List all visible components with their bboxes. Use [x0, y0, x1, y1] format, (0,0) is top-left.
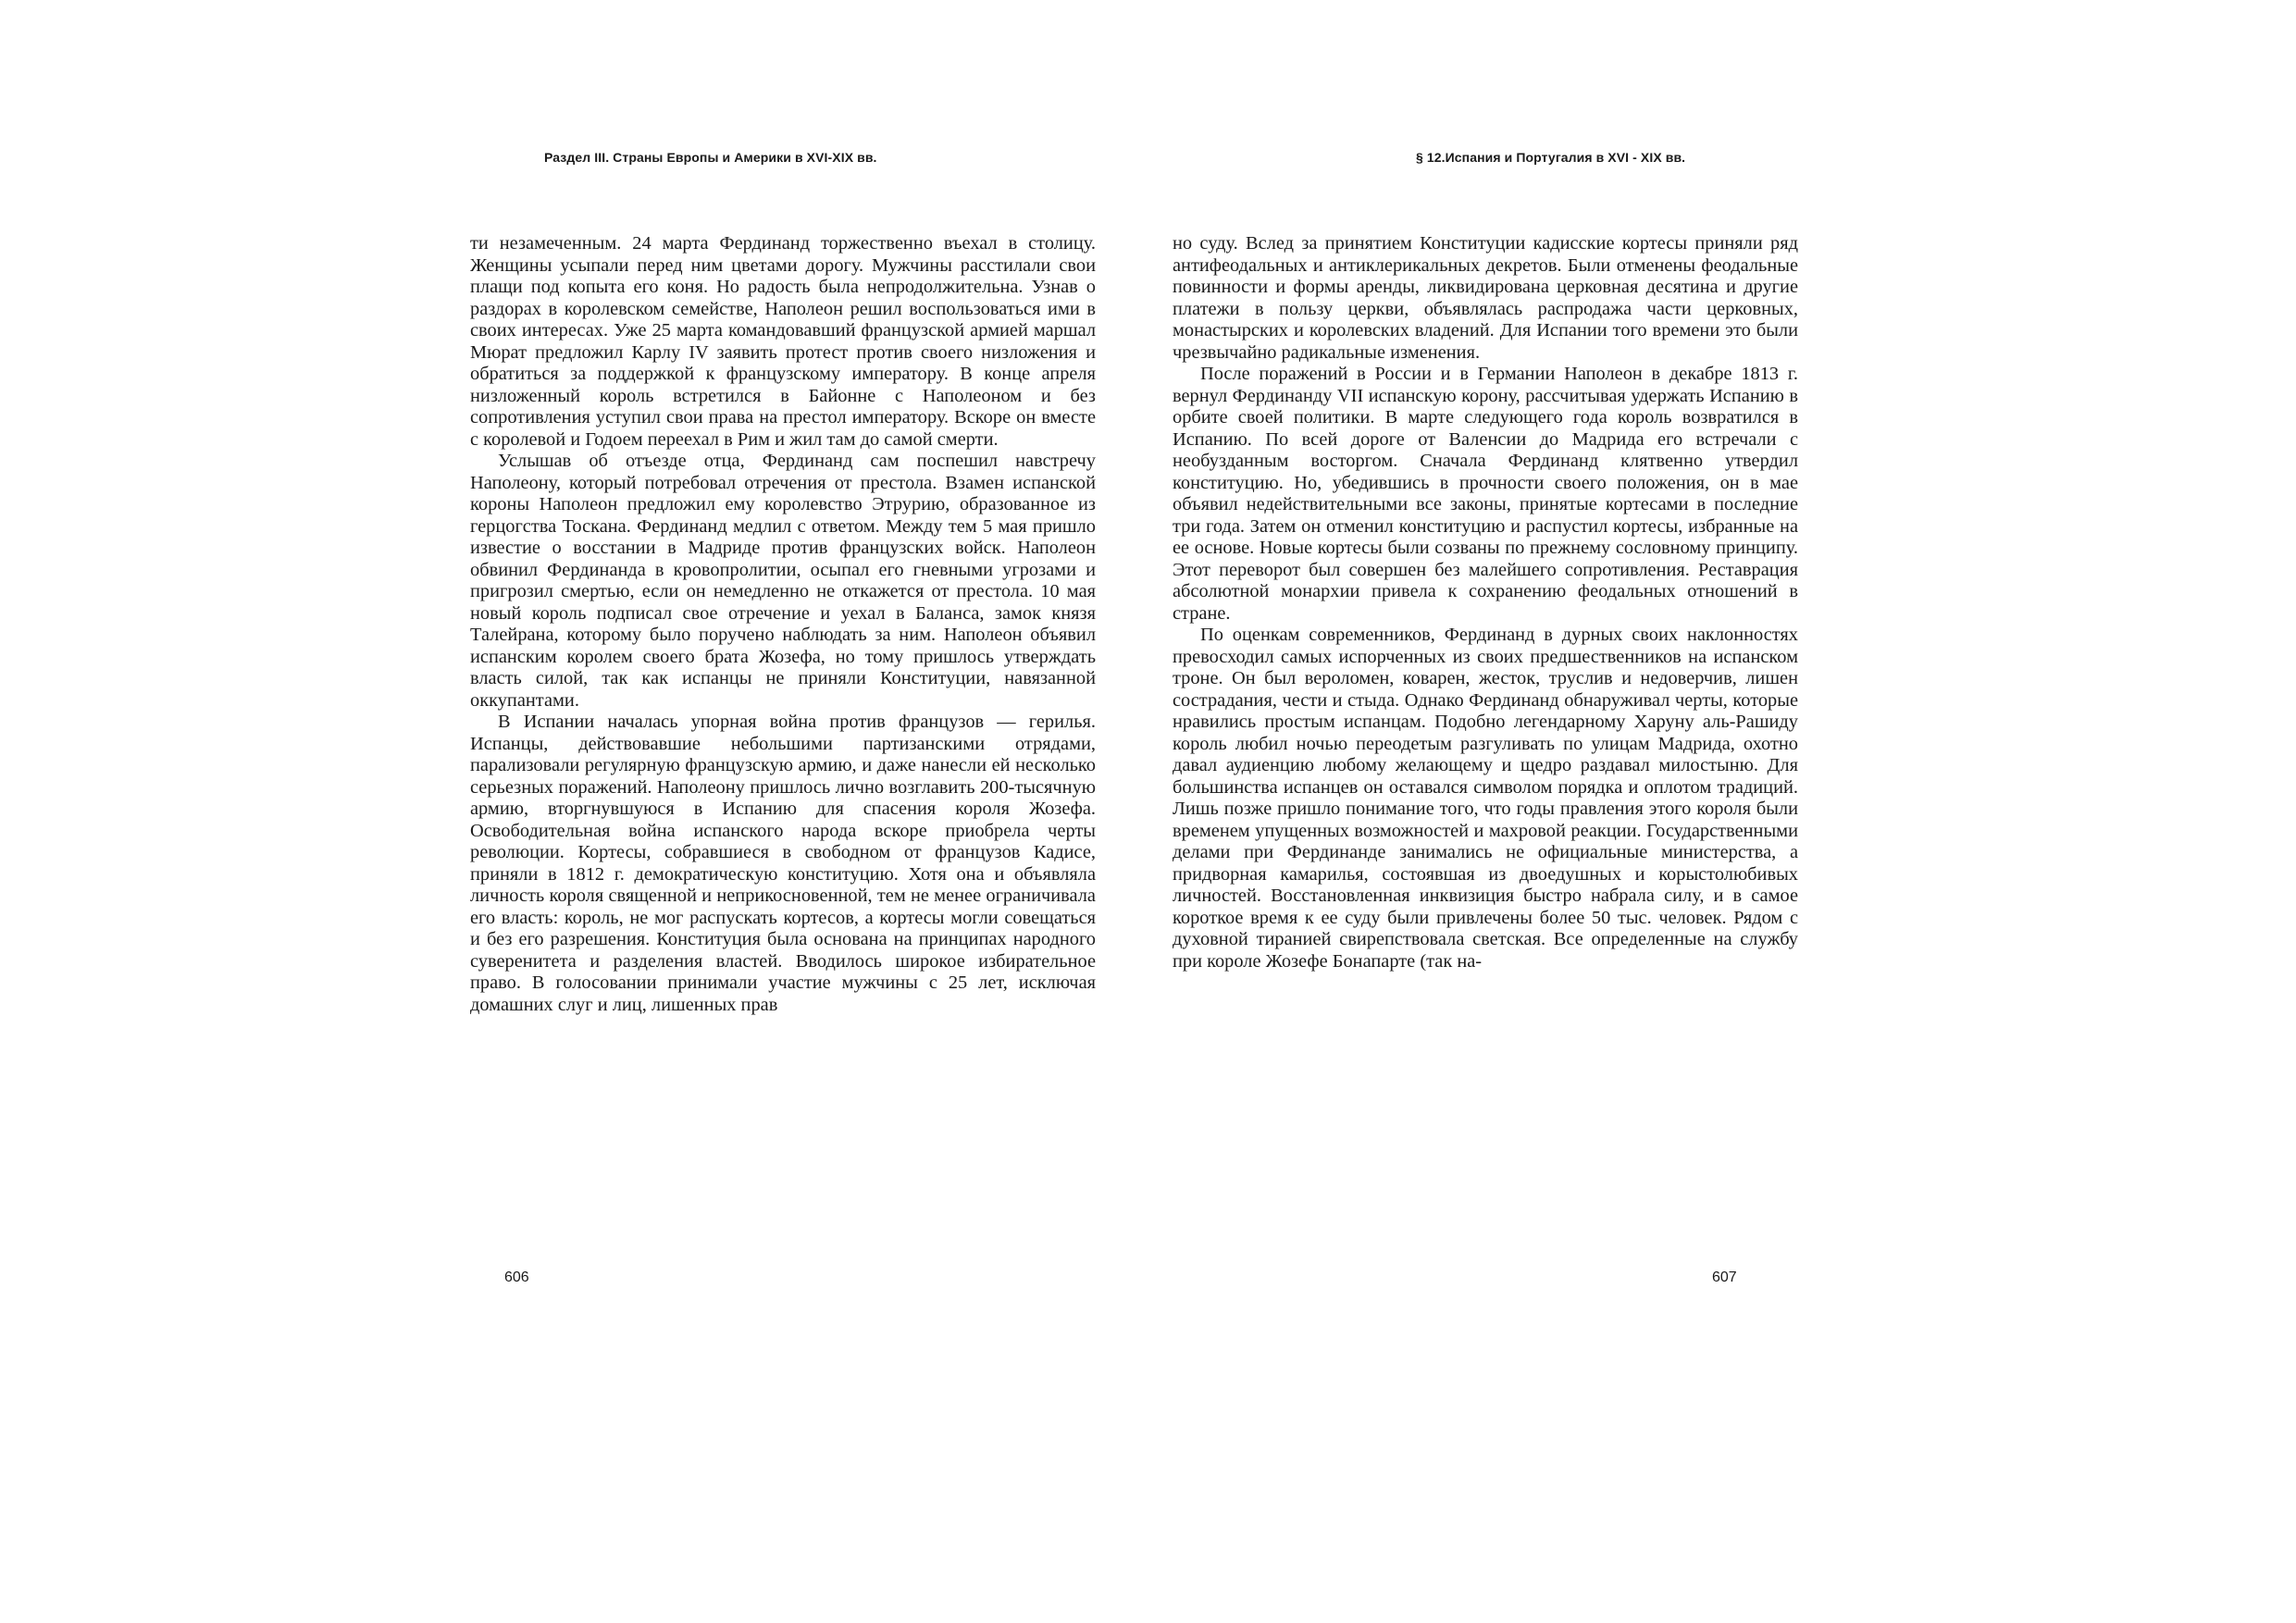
paragraph: По оценкам современников, Фердинанд в дурных своих наклонностях превосходил самых испорченных из своих предшественников на испанском троне. Он был вероломен, коварен, жесток, труслив и недоверчив, лишен сострадания, чести и стыда. Однако Фердинанд обнаруживал черты, которые нравились простым испанцам. Подобно легендарному Харуну аль-Рашиду король любил ночью переодетым разгуливать по улицам Мадрида, охотно давал аудиенцию любому желающему и щедро раздавал милостыню. Для большинства испанцев он оставался символом порядка и оплотом традиций. Лишь позже пришло понимание того, что годы правления этого короля были временем упущенных возможностей и махровой реакции. Государственными делами при Фердинанде занимались не официальные министерства, а придворная камарилья, состоявшая из двоедушных и корыстолюбивых личностей. Восстановленная инквизиция быстро набрала силу, и в самое короткое время к ее суду были привлечены более 50 тыс. человек. Рядом с духовной тиранией свирепствовала светская. Все определенные на службу при короле Жозефе Бонапарте (так на- [1173, 625, 1798, 972]
right-page-text [1173, 233, 1798, 973]
paragraph: ти незамеченным. 24 марта Фердинанд торжественно въехал в столицу. Женщины усыпали перед ним цветами дорогу. Мужчины расстилали свои плащи под копыта его коня. Но радость была непродолжительна. Узнав о раздорах в королевском семействе, Наполеон решил воспользоваться ими в своих интересах. Уже 25 марта командовавший французской армией маршал Мюрат предложил Карлу IV заявить протест против своего низложения и обратиться за поддержкой к французскому императору. В конце апреля низложенный король встретился в Байонне с Наполеоном и без сопротивления уступил свои права на престол императору. Вскоре он вместе с королевой и Годоем переехал в Рим и жил там до самой смерти. [470, 233, 1096, 450]
running-head-left: Раздел III. Страны Европы и Америки в XVI-XIX вв. [544, 150, 877, 165]
running-head-right: § 12.Испания и Португалия в XVI - XIX вв. [1416, 150, 1686, 165]
left-page-text [470, 233, 1096, 1016]
paragraph: После поражений в России и в Германии Наполеон в декабре 1813 г. вернул Фердинанду VII испанскую корону, рассчитывая удержать Испанию в орбите своей политики. В марте следующего года король возвратился в Испанию. По всей дороге от Валенсии до Мадрида его встречали с необузданным восторгом. Сначала Фердинанд клятвенно утвердил конституцию. Но, убедившись в прочности своего положения, он в мае объявил недействительными все законы, принятые кортесами в последние три года. Затем он отменил конституцию и распустил кортесы, избранные на ее основе. Новые кортесы были созваны по прежнему сословному принципу. Этот переворот был совершен без малейшего сопротивления. Реставрация абсолютной монархии привела к сохранению феодальных отношений в стране. [1173, 364, 1798, 624]
page-number-right: 607 [1712, 1270, 1737, 1285]
paragraph: Услышав об отъезде отца, Фердинанд сам поспешил навстречу Наполеону, который потребовал отречения от престола. Взамен испанской короны Наполеон предложил ему королевство Этрурию, образованное из герцогства Тоскана. Фердинанд медлил с ответом. Между тем 5 мая пришло известие о восстании в Мадриде против французских войск. Наполеон обвинил Фердинанда в кровопролитии, осыпал его гневными угрозами и пригрозил смертью, если он немедленно не откажется от престола. 10 мая новый король подписал свое отречение и уехал в Баланса, замок князя Талейрана, которому было поручено наблюдать за ним. Наполеон объявил испанским королем своего брата Жозефа, но тому пришлось утверждать власть силой, так как испанцы не приняли Конституции, навязанной оккупантами. [470, 451, 1096, 711]
page-number-left: 606 [504, 1270, 529, 1285]
paragraph: но суду. Вслед за принятием Конституции кадисские кортесы приняли ряд антифеодальных и антиклерикальных декретов. Были отменены феодальные повинности и формы аренды, ликвидирована церковная десятина и другие платежи в пользу церкви, объявлялась распродажа части церковных, монастырских и королевских владений. Для Испании того времени это были чрезвычайно радикальные изменения. [1173, 233, 1798, 363]
paragraph: В Испании началась упорная война против французов — герилья. Испанцы, действовавшие небольшими партизанскими отрядами, парализовали регулярную французскую армию, и даже нанесли ей несколько серьезных поражений. Наполеону пришлось лично возглавить 200-тысячную армию, вторгнувшуюся в Испанию для спасения короля Жозефа. Освободительная война испанского народа вскоре приобрела черты революции. Кортесы, собравшиеся в свободном от французов Кадисе, приняли в 1812 г. демократическую конституцию. Хотя она и объявляла личность короля священной и неприкосновенной, тем не менее ограничивала его власть: король, не мог распускать кортесов, а кортесы могли совещаться и без его разрешения. Конституция была основана на принципах народного суверенитета и разделения властей. Вводилось широкое избирательное право. В голосовании принимали участие мужчины с 25 лет, исключая домашних слуг и лиц, лишенных прав [470, 712, 1096, 1015]
